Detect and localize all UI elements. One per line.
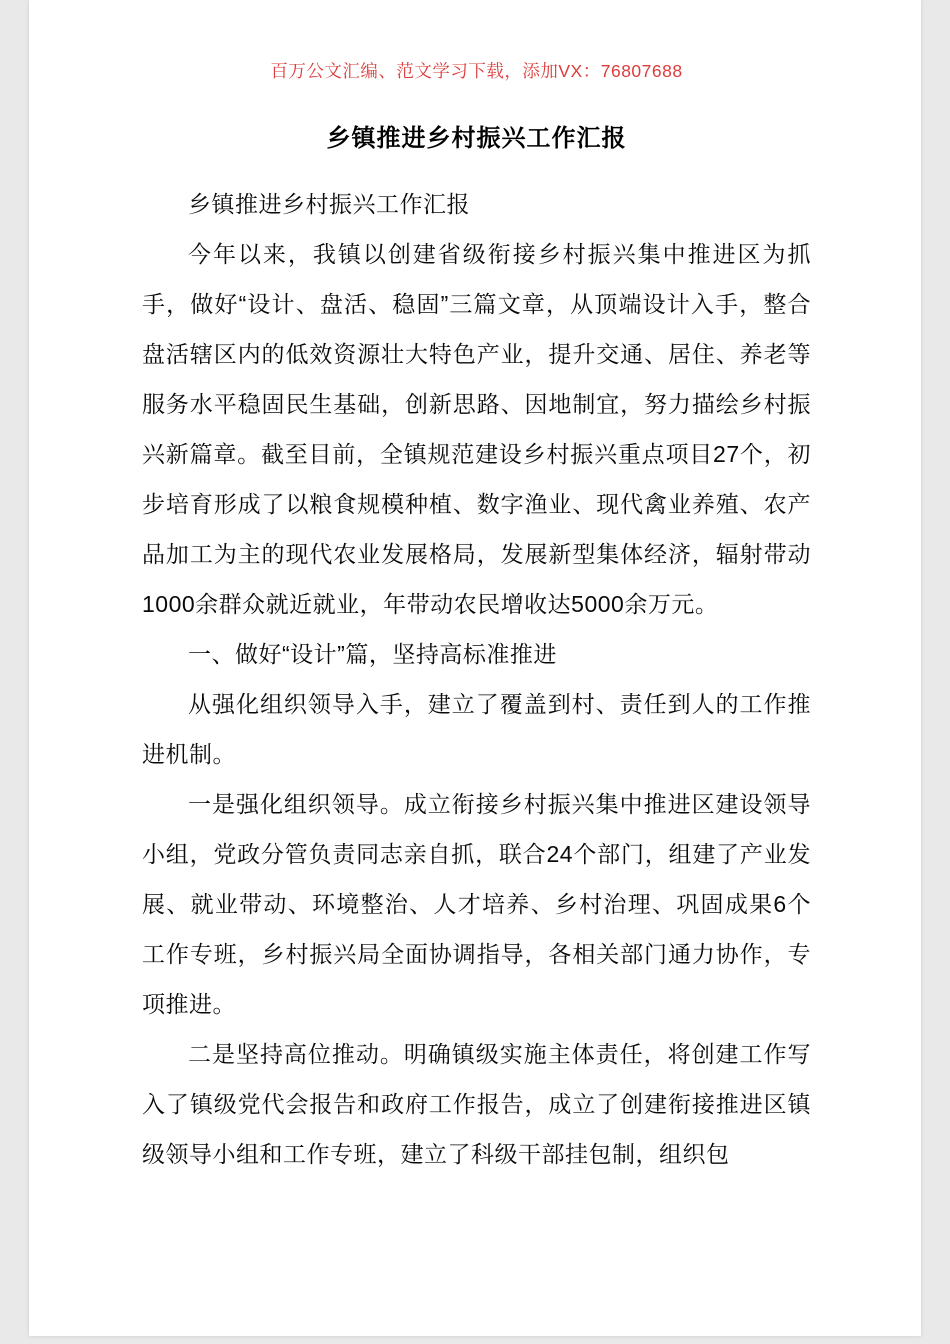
paragraph-section-heading-1: 一、做好“设计”篇，坚持高标准推进 (188, 641, 557, 667)
document-page (29, 0, 921, 1336)
paragraph-intro: 今年以来，我镇以创建省级衔接乡村振兴集中推进区为抓手，做好“设计、盘活、稳固”三篇文章，从顶端设计入手，整合盘活辖区内的低效资源壮大特色产业，提升交通、居住、养老等服务水平稳固民生基础，创新思路、因地制宜，努力描绘乡村振兴新篇章。截至目前，全镇规范建设乡村振兴重点项目27个，初步培育形成了以粮食规模种植、数字渔业、现代禽业养殖、农产品加工为主的现代农业发展格局，发展新型集体经济，辐射带动1000余群众就近就业，年带动农民增收达5000余万元。 (142, 241, 811, 617)
document-body (142, 179, 811, 1179)
paragraph-section-lead: 从强化组织领导入手，建立了覆盖到村、责任到人的工作推进机制。 (142, 691, 811, 767)
document-title: 乡镇推进乡村振兴工作汇报 (326, 125, 627, 152)
paragraph-subtitle: 乡镇推进乡村振兴工作汇报 (188, 191, 470, 217)
ad-banner-text: 百万公文汇编、范文学习下载，添加VX：76807688 (270, 61, 683, 81)
paragraph-point-2: 二是坚持高位推动。明确镇级实施主体责任，将创建工作写入了镇级党代会报告和政府工作报告，成立了创建衔接推进区镇级领导小组和工作专班，建立了科级干部挂包制，组织包 (142, 1041, 811, 1167)
paragraph-point-1: 一是强化组织领导。成立衔接乡村振兴集中推进区建设领导小组，党政分管负责同志亲自抓，联合24个部门，组建了产业发展、就业带动、环境整治、人才培养、乡村治理、巩固成果6个工作专班，乡村振兴局全面协调指导，各相关部门通力协作，专项推进。 (142, 791, 811, 1017)
